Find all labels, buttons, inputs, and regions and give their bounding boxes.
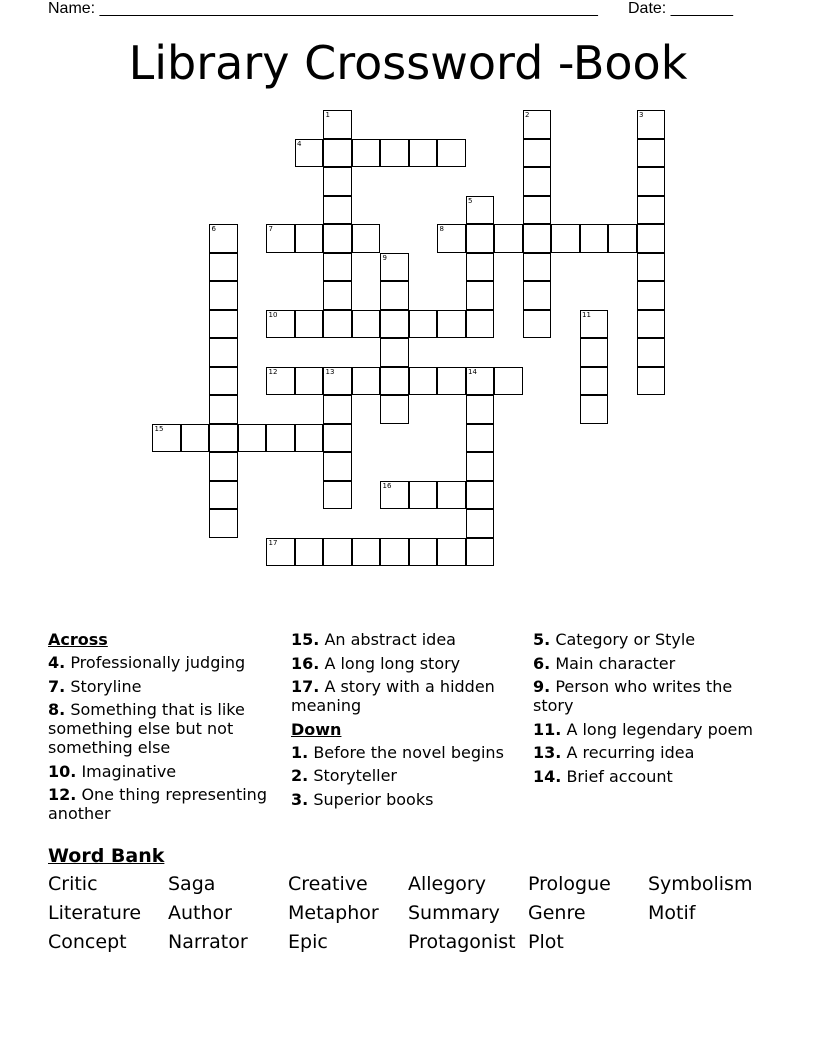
grid-cell[interactable] <box>323 139 352 168</box>
grid-cell[interactable] <box>209 367 238 396</box>
word-bank-item: Literature <box>48 902 142 924</box>
grid-cell[interactable] <box>181 424 210 453</box>
grid-cell[interactable] <box>637 167 666 196</box>
word-bank-item: Metaphor <box>288 902 379 924</box>
grid-cell[interactable] <box>637 196 666 225</box>
grid-cell[interactable] <box>466 452 495 481</box>
name-line: Name: ________________________________________________________ <box>48 0 598 17</box>
grid-cell[interactable] <box>437 310 466 339</box>
word-bank-item: Genre <box>528 902 586 924</box>
grid-cell[interactable] <box>323 196 352 225</box>
word-bank-item: Prologue <box>528 873 611 895</box>
word-bank-item: Critic <box>48 873 98 895</box>
grid-cell[interactable] <box>437 538 466 567</box>
grid-cell[interactable] <box>437 224 466 253</box>
grid-cell[interactable] <box>523 281 552 310</box>
grid-cell[interactable] <box>637 110 666 139</box>
grid-cell[interactable] <box>466 196 495 225</box>
grid-cell[interactable] <box>437 367 466 396</box>
clue-down-14: 14. Brief account <box>533 766 673 786</box>
clues-column-2 <box>291 630 513 813</box>
grid-cell[interactable] <box>323 310 352 339</box>
word-bank-item: Saga <box>168 873 216 895</box>
grid-cell[interactable] <box>608 224 637 253</box>
grid-cell[interactable] <box>466 481 495 510</box>
grid-cell[interactable] <box>209 424 238 453</box>
clue-down-9: 9. Person who writes the story <box>533 677 733 715</box>
clue-down-2: 2. Storyteller <box>291 766 398 785</box>
grid-cell[interactable] <box>409 367 438 396</box>
grid-cell[interactable] <box>380 281 409 310</box>
grid-cell[interactable] <box>637 281 666 310</box>
grid-cell[interactable] <box>523 253 552 282</box>
grid-cell[interactable] <box>209 338 238 367</box>
clue-number: 16 <box>382 481 392 490</box>
grid-cell[interactable] <box>352 538 381 567</box>
grid-cell[interactable] <box>266 424 295 453</box>
grid-cell[interactable] <box>637 338 666 367</box>
grid-cell[interactable] <box>323 367 352 396</box>
grid-cell[interactable] <box>637 253 666 282</box>
word-bank-item: Protagonist <box>408 931 516 953</box>
grid-cell[interactable] <box>295 424 324 453</box>
word-bank-item: Creative <box>288 873 368 895</box>
grid-cell[interactable] <box>209 310 238 339</box>
clue-number: 7 <box>268 225 273 233</box>
clue-number: 3 <box>639 111 644 119</box>
grid-cell[interactable] <box>209 281 238 310</box>
word-bank-item: Concept <box>48 931 127 953</box>
grid-cell[interactable] <box>209 509 238 538</box>
clue-across-8: 8. Something that is like something else but not something else <box>48 700 245 757</box>
clue-number: 4 <box>297 139 302 148</box>
grid-cell[interactable] <box>380 139 409 168</box>
grid-cell[interactable] <box>266 538 295 567</box>
grid-cell[interactable] <box>295 367 324 396</box>
grid-cell[interactable] <box>637 310 666 339</box>
clues-column-1 <box>48 630 270 828</box>
clue-across-17: 17. A story with a hidden meaning <box>291 677 495 715</box>
grid-cell[interactable] <box>580 367 609 396</box>
grid-cell[interactable] <box>380 395 409 424</box>
grid-cell[interactable] <box>209 481 238 510</box>
grid-cell[interactable] <box>409 139 438 168</box>
grid-cell[interactable] <box>323 481 352 510</box>
grid-cell[interactable] <box>580 310 609 339</box>
word-bank <box>48 873 788 954</box>
word-bank-item: Epic <box>288 931 328 953</box>
grid-cell[interactable] <box>295 224 324 253</box>
grid-cell[interactable] <box>323 167 352 196</box>
word-bank-item: Plot <box>528 931 564 953</box>
grid-cell[interactable] <box>637 367 666 396</box>
grid-cell[interactable] <box>523 310 552 339</box>
word-bank-item: Allegory <box>408 873 486 895</box>
grid-cell[interactable] <box>466 367 495 396</box>
clue-number: 15 <box>154 424 164 433</box>
grid-cell[interactable] <box>466 253 495 282</box>
grid-cell[interactable] <box>580 224 609 253</box>
grid-cell[interactable] <box>323 253 352 282</box>
grid-cell[interactable] <box>409 310 438 339</box>
grid-cell[interactable] <box>209 224 238 253</box>
grid-cell[interactable] <box>323 224 352 253</box>
clue-number: 13 <box>325 367 335 376</box>
grid-cell[interactable] <box>409 481 438 510</box>
grid-cell[interactable] <box>466 509 495 538</box>
grid-cell[interactable] <box>637 139 666 168</box>
grid-cell[interactable] <box>152 424 181 453</box>
grid-cell[interactable] <box>323 281 352 310</box>
grid-cell[interactable] <box>352 310 381 339</box>
grid-cell[interactable] <box>466 538 495 567</box>
grid-cell[interactable] <box>580 395 609 424</box>
clue-number: 14 <box>468 367 477 376</box>
clue-across-16: 16. A long long story <box>291 653 461 673</box>
clue-down-3: 3. Superior books <box>291 789 434 809</box>
clue-number: 2 <box>525 111 530 119</box>
grid-cell[interactable] <box>209 395 238 424</box>
clue-number: 12 <box>268 367 278 376</box>
grid-cell[interactable] <box>323 424 352 453</box>
word-bank-title: Word Bank <box>48 845 165 867</box>
grid-cell[interactable] <box>323 395 352 424</box>
grid-cell[interactable] <box>238 424 267 453</box>
grid-cell[interactable] <box>380 481 409 510</box>
word-bank-item: Narrator <box>168 931 248 953</box>
grid-cell[interactable] <box>380 338 409 367</box>
grid-cell[interactable] <box>523 110 552 139</box>
grid-cell[interactable] <box>551 224 580 253</box>
grid-cell[interactable] <box>380 310 409 339</box>
word-bank-item: Summary <box>408 902 500 924</box>
grid-cell[interactable] <box>494 224 523 253</box>
clue-across-12: 12. One thing representing another <box>48 785 267 823</box>
grid-cell[interactable] <box>323 538 352 567</box>
grid-cell[interactable] <box>523 167 552 196</box>
clue-number: 17 <box>268 538 278 547</box>
page-title: Library Crossword -Book <box>128 36 688 90</box>
grid-cell[interactable] <box>295 139 324 168</box>
date-line: Date: _______ <box>628 0 733 17</box>
clue-down-6: 6. Main character <box>533 653 676 673</box>
clue-down-5: 5. Category or Style <box>533 630 696 649</box>
grid-cell[interactable] <box>266 310 295 339</box>
grid-cell[interactable] <box>380 367 409 396</box>
grid-cell[interactable] <box>380 538 409 567</box>
clue-down-1: 1. Before the novel begins <box>291 742 504 762</box>
clue-number: 8 <box>439 225 444 233</box>
grid-cell[interactable] <box>437 139 466 168</box>
word-bank-item: Motif <box>648 902 696 924</box>
grid-cell[interactable] <box>637 224 666 253</box>
clue-across-7: 7. Storyline <box>48 676 142 696</box>
clue-down-11: 11. A long legendary poem <box>533 719 753 739</box>
grid-cell[interactable] <box>437 481 466 510</box>
grid-cell[interactable] <box>266 224 295 253</box>
word-bank-item: Author <box>168 902 232 924</box>
grid-cell[interactable] <box>494 367 523 396</box>
grid-cell[interactable] <box>580 338 609 367</box>
clue-number: 9 <box>382 253 387 262</box>
grid-cell[interactable] <box>295 310 324 339</box>
across-heading: Across <box>48 630 108 649</box>
grid-cell[interactable] <box>523 196 552 225</box>
clues-column-3 <box>533 630 763 790</box>
word-bank-item: Symbolism <box>648 873 753 895</box>
clue-number: 10 <box>268 310 278 319</box>
clue-down-13: 13. A recurring idea <box>533 743 695 762</box>
clue-number: 5 <box>468 196 473 205</box>
grid-cell[interactable] <box>352 224 381 253</box>
clue-across-10: 10. Imaginative <box>48 761 177 781</box>
grid-cell[interactable] <box>352 139 381 168</box>
grid-cell[interactable] <box>466 424 495 453</box>
grid-cell[interactable] <box>266 367 295 396</box>
clue-number: 6 <box>211 225 216 233</box>
grid-cell[interactable] <box>323 110 352 139</box>
grid-cell[interactable] <box>323 452 352 481</box>
grid-cell[interactable] <box>380 253 409 282</box>
grid-cell[interactable] <box>295 538 324 567</box>
grid-cell[interactable] <box>352 367 381 396</box>
clue-number: 1 <box>325 111 330 119</box>
grid-cell[interactable] <box>466 395 495 424</box>
grid-cell[interactable] <box>523 139 552 168</box>
grid-cell[interactable] <box>466 224 495 253</box>
down-heading: Down <box>291 719 342 739</box>
grid-cell[interactable] <box>466 310 495 339</box>
clue-number: 11 <box>582 310 591 319</box>
grid-cell[interactable] <box>466 281 495 310</box>
grid-cell[interactable] <box>409 538 438 567</box>
grid-cell[interactable] <box>209 452 238 481</box>
clue-across-4: 4. Professionally judging <box>48 653 246 672</box>
grid-cell[interactable] <box>209 253 238 282</box>
grid-cell[interactable] <box>523 224 552 253</box>
clue-across-15: 15. An abstract idea <box>291 630 456 649</box>
